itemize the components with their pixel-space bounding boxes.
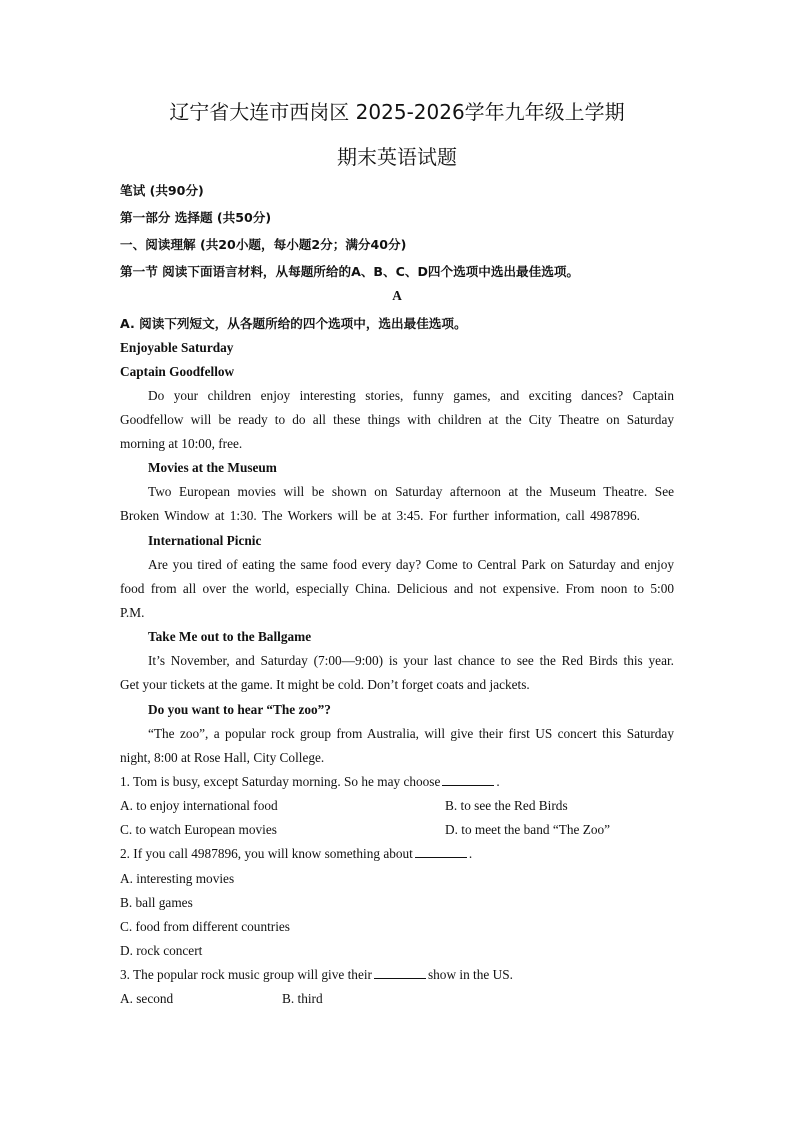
exam-title-line1: 辽宁省大连市西岗区 2025-2026学年九年级上学期 xyxy=(169,100,625,124)
part-one-heading: 第一部分 选择题 (共50分) xyxy=(120,210,272,225)
question-stem-text: 3. The popular rock music group will give their xyxy=(120,967,372,982)
paragraph-line: It’s November, and Saturday (7:00—9:00) is your last chance to see the Red Birds this year. xyxy=(148,653,674,668)
item-heading: Movies at the Museum xyxy=(148,460,277,475)
question-2-option-d[interactable]: D. rock concert xyxy=(120,943,203,958)
paragraph-line: P.M. xyxy=(120,605,145,620)
paragraph-line: night, 8:00 at Rose Hall, City College. xyxy=(120,750,325,765)
question-1-option-d[interactable]: D. to meet the band “The Zoo” xyxy=(445,822,611,837)
passage-instruction: A. 阅读下列短文，从各题所给的四个选项中，选出最佳选项。 xyxy=(120,316,467,331)
reading-section-heading: 一、阅读理解 (共20小题，每小题2分；满分40分) xyxy=(120,237,407,252)
question-2-stem xyxy=(120,846,472,862)
written-test-heading: 笔试 (共90分) xyxy=(120,183,204,198)
exam-title-line2: 期末英语试题 xyxy=(337,145,457,169)
question-stem-text: 2. If you call 4987896, you will know something about xyxy=(120,846,413,861)
question-3-option-a[interactable]: A. second xyxy=(120,991,174,1006)
answer-blank xyxy=(442,774,494,786)
question-1-stem xyxy=(120,774,500,790)
answer-blank xyxy=(374,967,426,979)
question-3-stem xyxy=(120,967,513,983)
paragraph-line: Two European movies will be shown on Saturday afternoon at the Museum Theatre. See xyxy=(148,484,674,499)
paragraph-line: food from all over the world, especially China. Delicious and not expensive. From noon to 5:00 xyxy=(120,581,674,596)
question-2-option-c[interactable]: C. food from different countries xyxy=(120,919,290,934)
item-heading: Take Me out to the Ballgame xyxy=(148,629,312,644)
question-1-option-b[interactable]: B. to see the Red Birds xyxy=(445,798,568,813)
paragraph-line: Are you tired of eating the same food every day? Come to Central Park on Saturday and enjoy xyxy=(148,557,674,572)
paragraph-line: Broken Window at 1:30. The Workers will be at 3:45. For further information, call 4987896. xyxy=(120,508,640,523)
question-stem-text: 1. Tom is busy, except Saturday morning. So he may choose xyxy=(120,774,441,789)
question-2-option-a[interactable]: A. interesting movies xyxy=(120,871,235,886)
item-heading: Captain Goodfellow xyxy=(120,364,235,379)
paragraph-line: Do your children enjoy interesting stories, funny games, and exciting dances? Captain xyxy=(148,388,674,403)
paragraph-line: “The zoo”, a popular rock group from Australia, will give their first US concert this Saturday xyxy=(148,726,674,741)
question-1-option-c[interactable]: C. to watch European movies xyxy=(120,822,277,837)
paragraph-line: Goodfellow will be ready to do all these things with children at the City Theatre on Saturday xyxy=(120,412,674,427)
section-one-instruction: 第一节 阅读下面语言材料，从每题所给的A、B、C、D四个选项中选出最佳选项。 xyxy=(120,264,580,279)
question-stem-text: . xyxy=(496,774,500,789)
question-stem-text: . xyxy=(468,846,473,861)
question-3-option-b[interactable]: B. third xyxy=(282,991,323,1006)
passage-title: Enjoyable Saturday xyxy=(120,340,234,355)
paragraph-line: Get your tickets at the game. It might be cold. Don’t forget coats and jackets. xyxy=(120,677,530,692)
item-heading: International Picnic xyxy=(148,533,262,548)
answer-blank xyxy=(415,846,467,858)
item-heading: Do you want to hear “The zoo”? xyxy=(148,702,331,717)
passage-letter: A xyxy=(392,288,402,303)
question-2-option-b[interactable]: B. ball games xyxy=(120,895,193,910)
paragraph-line: morning at 10:00, free. xyxy=(120,436,243,451)
question-1-option-a[interactable]: A. to enjoy international food xyxy=(120,798,278,813)
question-stem-text: show in the US. xyxy=(427,967,513,982)
